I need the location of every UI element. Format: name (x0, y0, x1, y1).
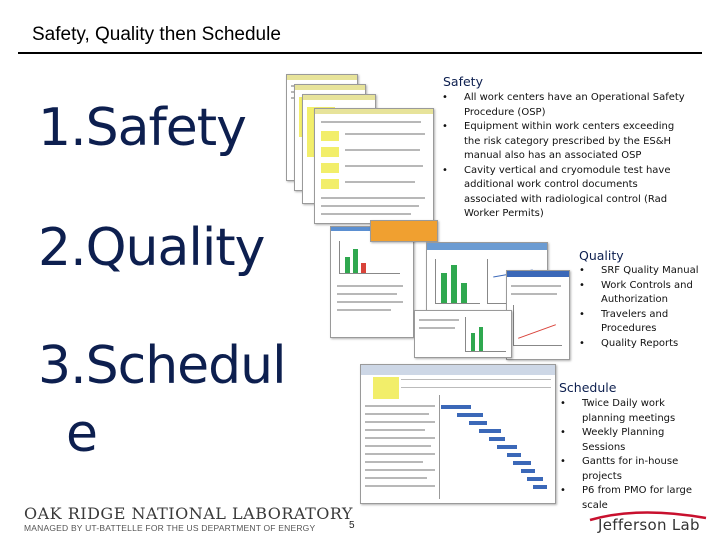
schedule-bullet-3: Gantts for in-house projects (582, 456, 679, 482)
safety-documents-image (286, 74, 436, 224)
list-item (579, 337, 709, 352)
quality-reports-image (330, 220, 570, 360)
bullet-glyph: • (560, 456, 566, 467)
bullet-glyph: • (442, 164, 448, 176)
schedule-bullet-1: Twice Daily work planning meetings (582, 398, 676, 424)
title-divider (18, 52, 702, 54)
schedule-bullet-4: P6 from PMO for large scale (582, 485, 692, 511)
quality-bullet-4: Quality Reports (601, 337, 679, 349)
safety-bullet-1: All work centers have an Operational Safety Procedure (OSP) (464, 92, 685, 118)
ornl-subtitle: MANAGED BY UT-BATTELLE FOR THE US DEPARTMENT OF ENERGY (24, 523, 316, 533)
list-item (442, 120, 686, 164)
big-item-quality: 2.Quality (38, 218, 265, 278)
quality-heading: Quality (579, 248, 624, 263)
slide-title: Safety, Quality then Schedule (32, 24, 281, 45)
bullet-glyph: • (579, 308, 585, 320)
jefferson-lab-logo (588, 510, 710, 538)
schedule-gantt-image (360, 364, 556, 504)
schedule-bullet-2: Weekly Planning Sessions (582, 427, 665, 453)
quality-bullet-list (579, 264, 709, 351)
ornl-name: OAK RIDGE NATIONAL LABORATORY (24, 504, 353, 523)
schedule-bullet-list (560, 397, 710, 513)
big-item-schedule: 3.Schedul (38, 336, 286, 396)
bullet-glyph: • (560, 398, 566, 409)
bullet-glyph: • (579, 265, 585, 276)
list-item (560, 397, 710, 426)
safety-bullet-3: Cavity vertical and cryomodule test have additional work control documents associated with radiological control (Rad Worker Permits) (464, 164, 671, 219)
quality-bullet-1: SRF Quality Manual (601, 265, 699, 276)
bullet-glyph: • (442, 92, 448, 103)
list-item (560, 484, 710, 513)
jefferson-lab-name: Jefferson Lab (598, 516, 700, 534)
list-item (442, 91, 686, 120)
page-number: 5 (349, 520, 355, 531)
bullet-glyph: • (442, 121, 448, 132)
big-item-safety: 1.Safety (38, 98, 246, 158)
bullet-glyph: • (560, 427, 566, 438)
list-item (560, 455, 710, 484)
safety-bullet-list (442, 91, 686, 222)
safety-heading: Safety (443, 74, 483, 89)
safety-bullet-2: Equipment within work centers exceeding the risk category prescribed by the ES&H manual also has an associated OSP (464, 121, 675, 161)
ornl-logo (24, 504, 353, 533)
bullet-glyph: • (579, 337, 585, 349)
quality-bullet-2: Work Controls and Authorization (601, 279, 693, 305)
list-item (442, 164, 686, 222)
list-item (560, 426, 710, 455)
bullet-glyph: • (560, 485, 566, 496)
bullet-glyph: • (579, 279, 585, 291)
quality-bullet-3: Travelers and Procedures (601, 308, 669, 334)
list-item (579, 279, 709, 308)
big-item-schedule-wrap: e (66, 404, 97, 464)
schedule-heading: Schedule (559, 380, 617, 395)
list-item (579, 264, 709, 279)
list-item (579, 308, 709, 337)
